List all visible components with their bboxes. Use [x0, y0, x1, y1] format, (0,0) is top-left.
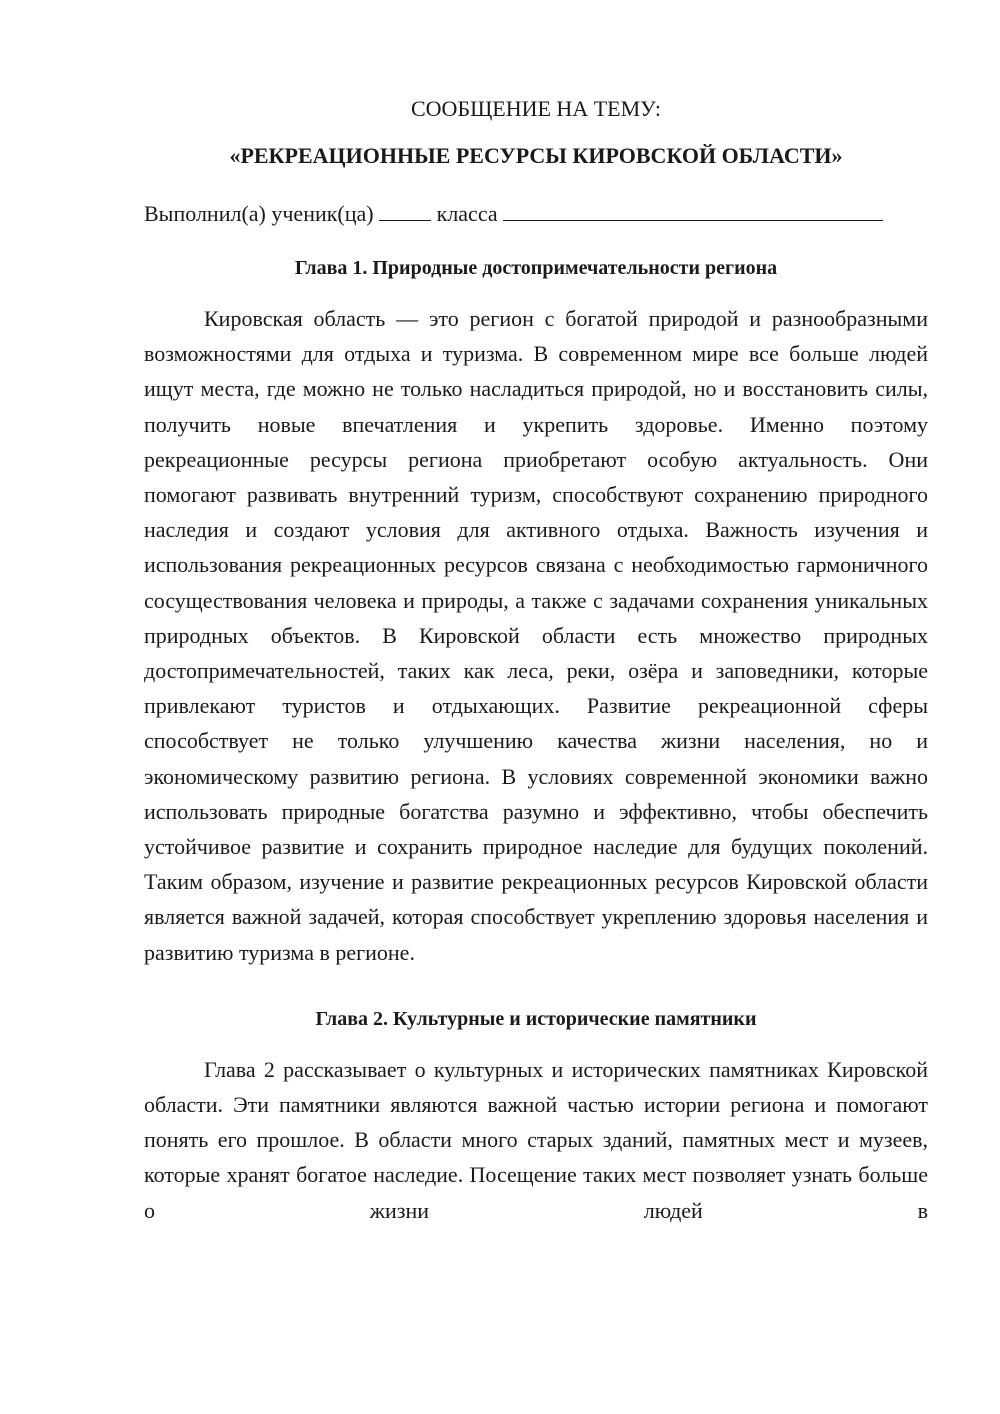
author-class-label: класса	[436, 201, 498, 226]
document-title-line-2: «РЕКРЕАЦИОННЫЕ РЕСУРСЫ КИРОВСКОЙ ОБЛАСТИ»	[229, 143, 843, 168]
student-name-blank	[503, 200, 883, 221]
chapter-2-paragraph: Глава 2 рассказывает о культурных и исторических памятниках Кировской области. Эти памятники являются важной частью истории региона и помогают понять его прошлое. В области много старых зданий, памятных мест и музеев, которые хранят богатое наследие. Посещение таких мест позволяет узнать больше о жизни людей в	[144, 1056, 928, 1223]
author-prefix: Выполнил(а) ученик(ца)	[144, 201, 374, 226]
author-line	[144, 199, 928, 229]
chapter-1-heading: Глава 1. Природные достопримечательности региона	[294, 257, 778, 279]
chapter-2-heading: Глава 2. Культурные и исторические памятники	[315, 1007, 757, 1030]
class-number-blank	[379, 200, 431, 221]
document-title-line-1: СООБЩЕНИЕ НА ТЕМУ:	[411, 96, 661, 121]
document-page	[144, 90, 928, 1228]
chapter-1-paragraph: Кировская область — это регион с богатой природой и разнообразными возможностями для отдыха и туризма. В современном мире все больше людей ищут места, где можно не только насладиться природой, но и восстановить силы, получить новые впечатления и укрепить здоровье. Именно поэтому рекреационные ресурсы региона приобретают особую актуальность. Они помогают развивать внутренний туризм, способствуют сохранению природного наследия и создают условия для активного отдыха. Важность изучения и использования рекреационных ресурсов связана с необходимостью гармоничного сосуществования человека и природы, а также с задачами сохранения уникальных природных объектов. В Кировской области есть множество природных достопримечательностей, таких как леса, реки, озёра и заповедники, которые привлекают туристов и отдыхающих. Развитие рекреационной сферы способствует не только улучшению качества жизни населения, но и экономическому развитию региона. В условиях современной экономики важно использовать природные богатства разумно и эффективно, чтобы обеспечить устойчивое развитие и сохранить природное наследие для будущих поколений. Таким образом, изучение и развитие рекреационных ресурсов Кировской области является важной задачей, которая способствует укреплению здоровья населения и развитию туризма в регионе.	[144, 306, 928, 965]
